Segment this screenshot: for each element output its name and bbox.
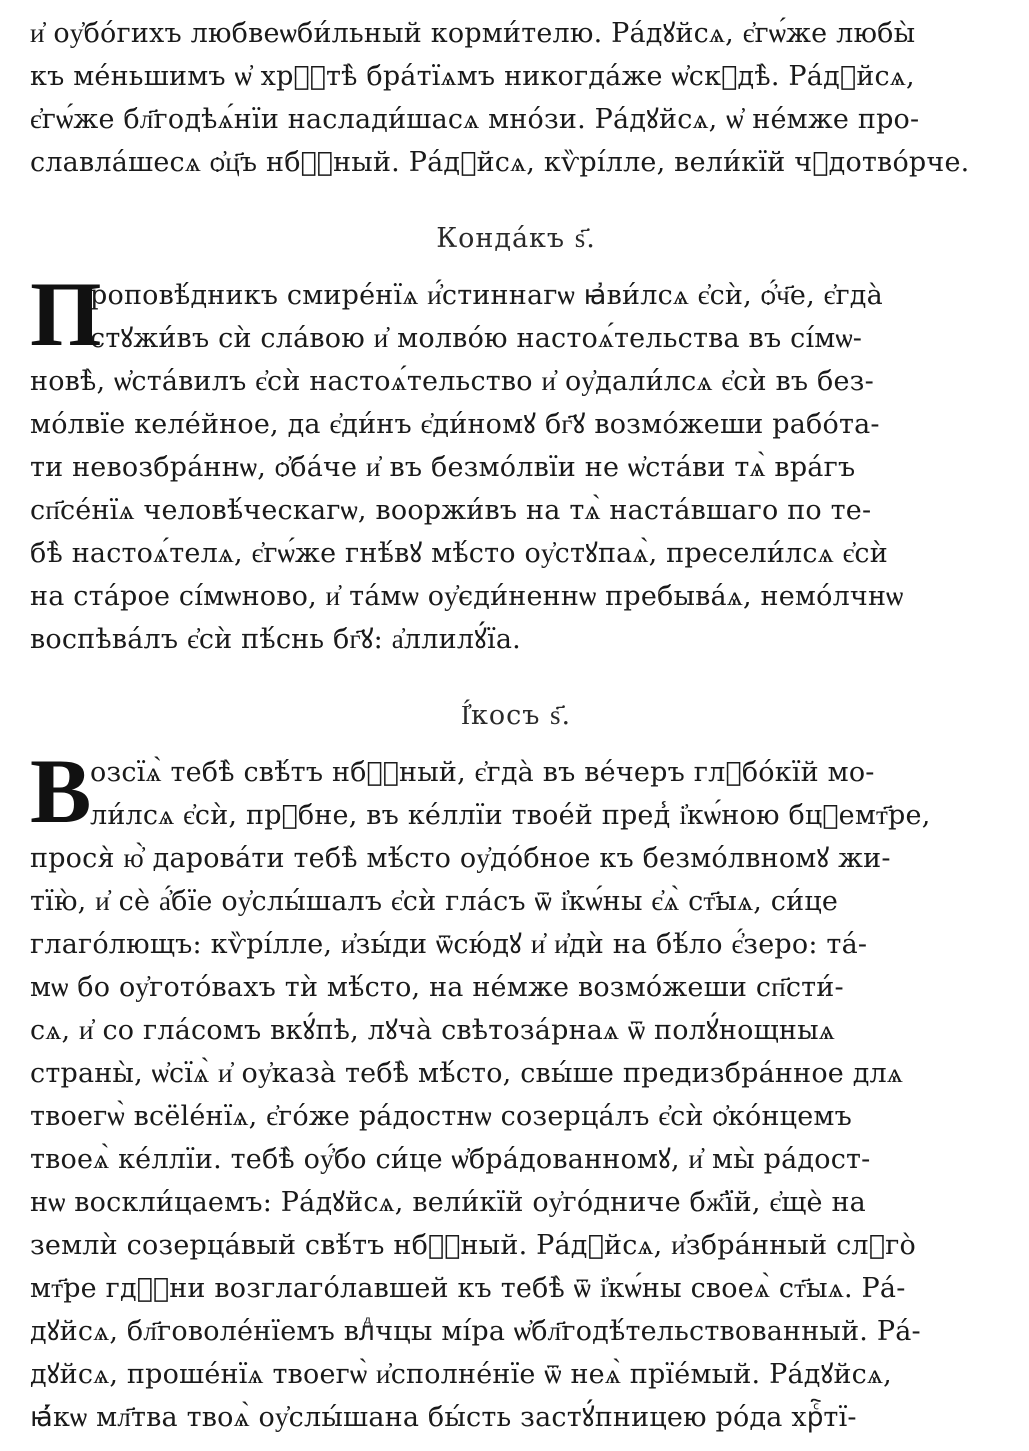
text-line: роповѣ́дникъ смире́нїѧ и҆́стиннагѡ ꙗ҆ви́лсѧ є҆сѝ, ѻ҆́ч҃е, є҆гда̀ [90,280,883,311]
text-line: озсїѧ̀ тебѣ̀ свѣ́тъ нбⷭ҇ный, є҆гда̀ въ ве́черъ глꙋбо́кїй мо- [90,757,875,788]
text-line: стꙋжи́въ сѝ сла́вою и҆ молво́ю настоѧ́тельства въ сі́мѡ- [90,323,863,354]
text-line: нѡ воскли́цаемъ: Ра́дꙋйсѧ, вели́кїй оу҆го́дниче бж҃їй, є҆щѐ на [30,1187,866,1218]
text-line: тїю̀, и҆ сѐ а҆́бїе оу҆слы́шалъ є҆сѝ гла́съ ѿ і҆кѡ́ны є҆ѧ̀ ст҃ыѧ, си́це [30,886,839,917]
ikos-paragraph [30,740,1002,1439]
ikos-heading: І҆́косъ ѕ҃. [460,700,572,731]
text-line: ꙗ҆́кѡ мл҃тва твоѧ̀ оу҆слы́шана бы́сть застꙋ́пницею ро́да хрⷭ҇тї- [30,1402,857,1433]
text-line: сп҃се́нїѧ человѣ́ческагѡ, вооржи́въ на тѧ̀ наста́вшаго по те- [30,495,872,526]
text-line: славла́шесѧ ѻ҆ц҃ъ нбⷭ҇ный. Ра́дꙋйсѧ, кѷрі́лле, вели́кїй чꙋдотво́рче. [30,147,970,178]
text-line: землѝ созерца́вый свѣ́тъ нбⷭ҇ный. Ра́дꙋйсѧ, и҆збра́нный слꙋго̀ [30,1230,916,1261]
text-line: мѡ бо оу҆гото́вахъ тѝ мѣ́сто, на не́мже возмо́жеши сп҃сти́- [30,972,844,1003]
text-line: дꙋйсѧ, бл҃говоле́нїемъ влⷣчцы мі́ра ѡ҆бл҃годѣ́тельствованный. Ра́- [30,1316,921,1347]
kondak-paragraph [30,263,1002,661]
page [30,12,1002,1439]
text-line: ти невозбра́ннѡ, ѻ҆ба́че и҆ въ безмо́лвїи не ѡ҆ста́ви тѧ̀ вра́гъ [30,452,856,483]
text-line: новѣ̀, ѡ҆ста́вилъ є҆сѝ настоѧ́тельство и҆ оу҆дали́лсѧ є҆сѝ въ без- [30,366,874,397]
text-line: мо́лвїе келе́йное, да є҆ди́нъ є҆ди́номꙋ бг҃ꙋ возмо́жеши рабо́та- [30,409,880,440]
text-line: твоегѡ̀ всëléнїѧ, є҆го́же ра́достнѡ созерца́лъ є҆сѝ ѻ҆ко́нцемъ [30,1101,852,1132]
text-line: сѧ, и҆ со гла́сомъ вкꙋ́пѣ, лꙋча̀ свѣтоза́рнаѧ ѿ полꙋ́нощныѧ [30,1015,835,1046]
drop-cap: В [30,740,92,842]
text-line: твоеѧ̀ ке́ллїи. тебѣ̀ оу҆́бо си́це ѡ҆бра́дованномꙋ, и҆ мы̀ ра́дост- [30,1144,871,1175]
text-line: прося̀ ю҆̀ дарова́ти тебѣ̀ мѣ́сто оу҆до́бное къ безмо́лвномꙋ жи- [30,843,891,874]
opening-paragraph [30,12,1002,184]
text-line: є҆гѡ́же бл҃годѣѧ́нїи наслади́шасѧ мно́зи. Ра́дꙋйсѧ, ѡ҆ не́мже про- [30,104,920,135]
text-line: мт҃ре гдⷭ҇ни возглаго́лавшей къ тебѣ̀ ѿ і҆кѡ́ны своеѧ̀ ст҃ыѧ. Ра́- [30,1273,906,1304]
drop-cap: П [30,263,102,365]
text-line: къ ме́ньшимъ ѡ҆ хрⷭ҇тѣ̀ бра́тїѧмъ никогда́же ѡ҆скꙋдѣ̀. Ра́дꙋйсѧ, [30,61,915,92]
text-line: дꙋйсѧ, проше́нїѧ твоегѡ̀ и҆сполне́нїе ѿ неѧ̀ прїе́мый. Ра́дꙋйсѧ, [30,1359,892,1390]
text-line: ли́лсѧ є҆сѝ, прⷣбне, въ ке́ллїи твое́й пред̾ і҆кѡ́ною бцⷣемт҃ре, [90,800,931,831]
text-line: глаго́лющъ: кѷрі́лле, и҆зы́ди ѿсю́дꙋ и҆ и҆дѝ на бѣ́ло є҆́зеро: та́- [30,929,868,960]
kondak-heading: Конда́къ ѕ҃. [436,223,596,254]
text-line: страны̀, ѡ҆сїѧ̀ и҆ оу҆каза̀ тебѣ̀ мѣ́сто, свы́ше предизбра́нное длѧ [30,1058,904,1089]
text-line: и҆ оу҆бо́гихъ любвеѡби́льный корми́телю. Ра́дꙋйсѧ, є҆гѡ́же любы̀ [30,18,916,49]
text-line: бѣ̀ настоѧ́телѧ, є҆гѡ́же гнѣ́вꙋ мѣ́сто оу҆стꙋпаѧ̀, пресели́лсѧ є҆сѝ [30,538,888,569]
text-line: на ста́рое сі́мѡново, и҆ та́мѡ оу҆єди́неннѡ пребыва́ѧ, немо́лчнѡ [30,581,904,612]
text-line: воспѣва́лъ є҆сѝ пѣ́снь бг҃ꙋ: а҆ллилꙋ́їа. [30,624,521,655]
